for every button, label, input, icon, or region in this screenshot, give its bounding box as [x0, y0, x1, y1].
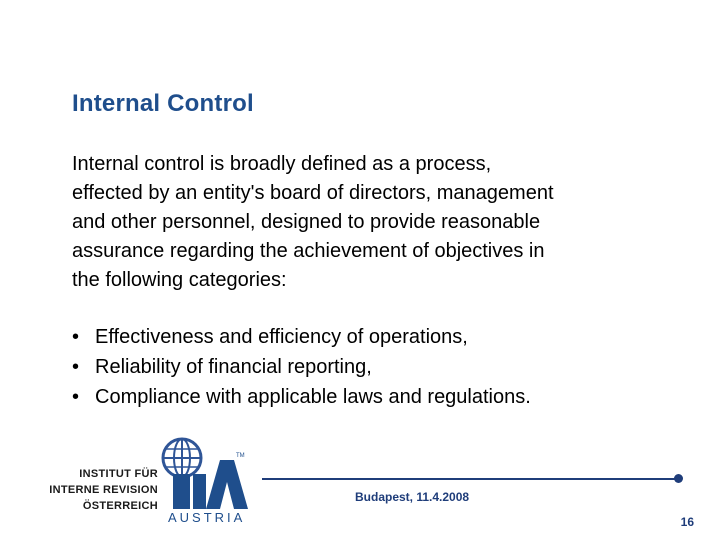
body-line: effected by an entity's board of directors, management: [72, 182, 554, 204]
body-paragraph: [72, 150, 672, 295]
logo-letter-a: [206, 460, 248, 509]
body-line: the following categories:: [72, 269, 287, 291]
iia-austria-logo: [28, 430, 268, 526]
bullet-icon: •: [72, 326, 80, 348]
slide-title: Internal Control: [72, 90, 254, 117]
list-item: [72, 352, 692, 382]
body-line: assurance regarding the achievement of objectives in: [72, 240, 545, 262]
trademark-mark: TM: [236, 453, 245, 459]
logo-letter-i: [173, 474, 190, 509]
body-line: and other personnel, designed to provide reasonable: [72, 211, 541, 233]
logo-letter-i-2: [193, 474, 206, 509]
list-item: [72, 322, 692, 352]
bullet-text: Compliance with applicable laws and regulations.: [95, 386, 531, 408]
page-number: 16: [680, 515, 694, 529]
logo-wordmark-austria: AUSTRIA: [168, 510, 246, 525]
footer-divider: [262, 478, 678, 480]
body-line: Internal control is broadly defined as a process,: [72, 153, 492, 175]
bullet-text: Effectiveness and efficiency of operations,: [95, 326, 468, 348]
logo-line-oesterreich: ÖSTERREICH: [82, 500, 158, 512]
bullet-list: [72, 322, 692, 412]
logo-line-institut: INSTITUT FÜR: [79, 468, 158, 480]
footer-divider-end-dot: [674, 474, 683, 483]
bullet-icon: •: [72, 386, 80, 408]
bullet-text: Reliability of financial reporting,: [95, 356, 372, 378]
logo-line-interne-revision: INTERNE REVISION: [49, 484, 158, 496]
bullet-icon: •: [72, 356, 80, 378]
iia-logo-mark: [158, 430, 268, 526]
globe-icon: [163, 439, 201, 477]
footer-date: Budapest, 11.4.2008: [355, 490, 470, 504]
list-item: [72, 382, 692, 412]
